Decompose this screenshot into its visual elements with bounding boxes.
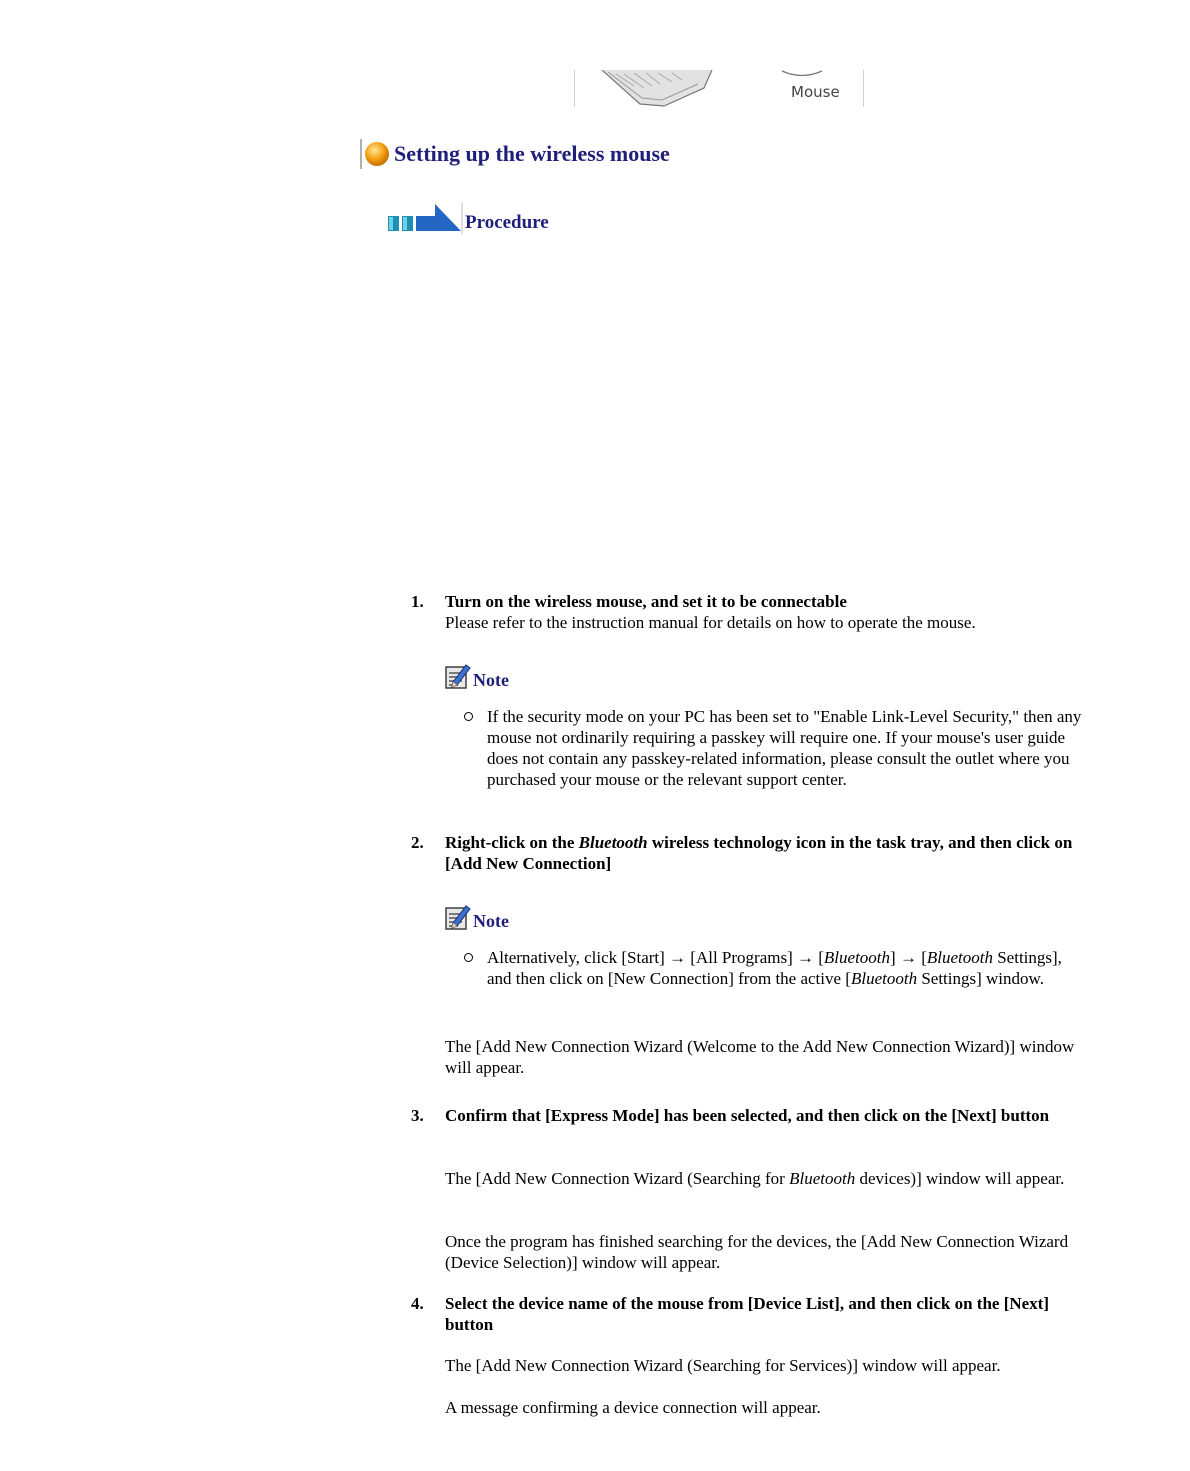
bluetooth-emphasis: Bluetooth (926, 948, 993, 967)
step-number: 3. (411, 1106, 424, 1125)
note-text-part: Settings] window. (917, 969, 1044, 988)
bullet-circle-icon (464, 953, 473, 962)
step-title: Select the device name of the mouse from [Device List], and then click on the [Next] button (445, 1294, 1050, 1334)
step-1 (411, 591, 1091, 633)
step-title (445, 832, 1091, 874)
step-title-part: wireless technology icon in the task tray, and then click on [Add New Connection] (445, 833, 1073, 873)
section-heading (360, 138, 670, 170)
note-text: If the security mode on your PC has been set to "Enable Link-Level Security," then any mouse not ordinarily requiring a passkey will require one. If your mouse's user guide does not contain any passkey-related information, please consult the outlet where you purchased your mouse or the relevant support center. (487, 707, 1082, 789)
note-pencil-icon (444, 662, 472, 690)
note-label: Note (473, 670, 509, 690)
step-number: 1. (411, 592, 424, 611)
orange-ball-icon (364, 141, 390, 167)
bluetooth-emphasis: Bluetooth (789, 1169, 856, 1188)
step-description: Please refer to the instruction manual for details on how to operate the mouse. (445, 613, 976, 632)
step-title-part: Right-click on the (445, 833, 579, 852)
note-text-part: Alternatively, click [Start] → [All Programs] → [ (487, 948, 824, 967)
bullet-circle-icon (464, 712, 473, 721)
mouse-label: Mouse (791, 83, 840, 101)
bluetooth-emphasis: Bluetooth (578, 833, 648, 852)
device-illustration (574, 70, 864, 107)
heading-bar (360, 139, 362, 169)
note-text-part: Settings], and then click on [New Connection] from the active [ (487, 948, 1062, 988)
illustration-border-left (574, 70, 575, 107)
laptop-illustration-icon (594, 70, 724, 107)
step-3-result (445, 1168, 1085, 1189)
step-4 (411, 1293, 1091, 1335)
note-item (464, 947, 1084, 989)
procedure-label: Procedure (465, 212, 549, 233)
step-title: Confirm that [Express Mode] has been selected, and then click on the [Next] button (445, 1106, 1050, 1125)
procedure-heading (387, 202, 549, 234)
step-3 (411, 1105, 1091, 1126)
note-heading (444, 903, 509, 931)
result-part: devices)] window will appear. (855, 1169, 1065, 1188)
note-heading (444, 662, 509, 690)
step-2 (411, 832, 1091, 874)
note-text-part: ] → [ (890, 948, 927, 967)
note-label: Note (473, 911, 509, 931)
note-item (464, 706, 1084, 790)
bluetooth-emphasis: Bluetooth (850, 969, 918, 988)
step-4-result: The [Add New Connection Wizard (Searching for Services)] window will appear. (445, 1356, 1001, 1375)
note-text (487, 947, 1084, 989)
procedure-arrow-icon (387, 202, 463, 234)
bluetooth-emphasis: Bluetooth (823, 948, 891, 967)
note-pencil-icon (444, 903, 472, 931)
step-number: 2. (411, 833, 424, 852)
step-4-result-2: A message confirming a device connection will appear. (445, 1398, 821, 1417)
result-part: The [Add New Connection Wizard (Searching for (445, 1169, 790, 1188)
illustration-border-right (863, 70, 864, 107)
step-3-result-2: Once the program has finished searching for the devices, the [Add New Connection Wizard (Device Selection)] window will appear. (445, 1232, 1069, 1272)
step-2-result: The [Add New Connection Wizard (Welcome to the Add New Connection Wizard)] window will appear. (445, 1037, 1075, 1077)
step-number: 4. (411, 1294, 424, 1313)
mouse-illustration-icon (778, 70, 828, 80)
step-title: Turn on the wireless mouse, and set it to be connectable (445, 592, 847, 611)
section-title: Setting up the wireless mouse (394, 141, 670, 166)
